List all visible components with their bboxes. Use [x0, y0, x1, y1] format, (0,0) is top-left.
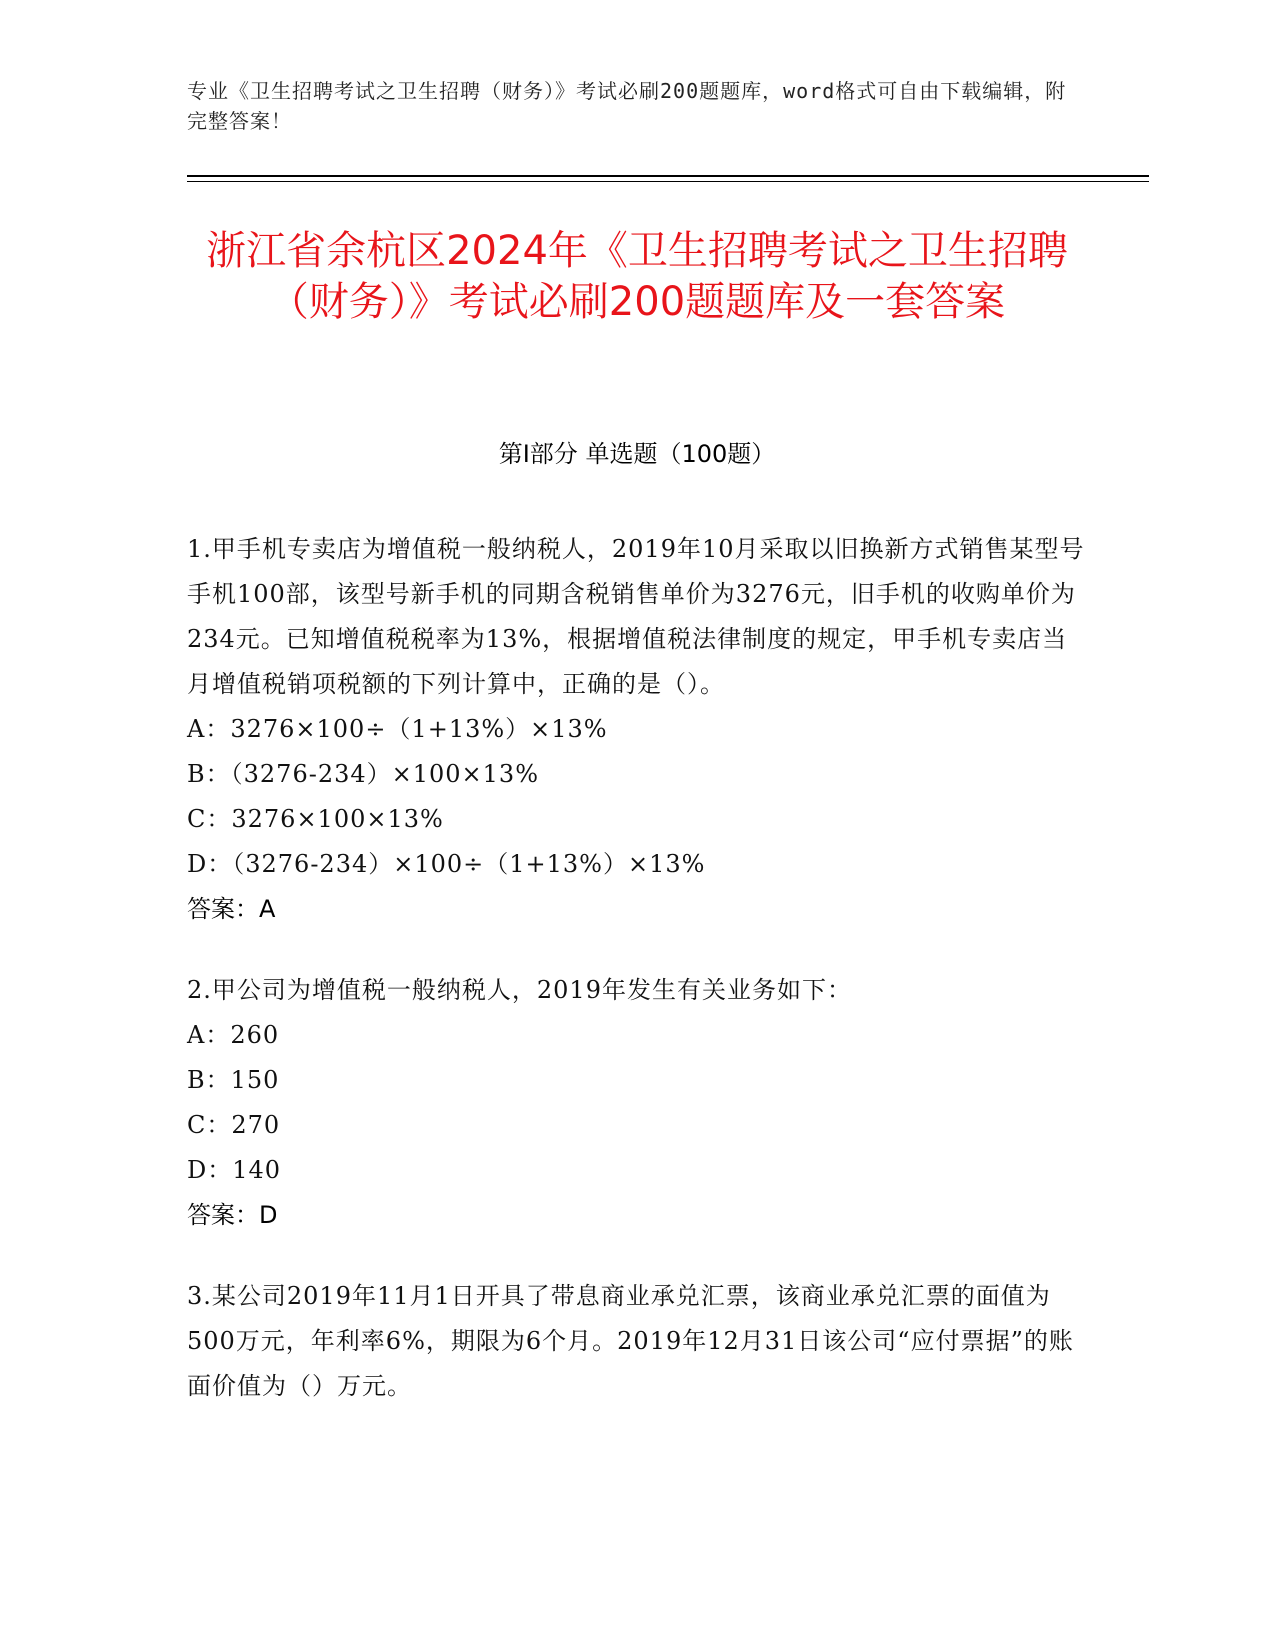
option-d: D：（3276-234）×100÷（1+13%）×13%	[187, 850, 706, 878]
question-3	[187, 1274, 1087, 1409]
question-2	[187, 968, 1087, 1238]
option-c: C：270	[187, 1111, 281, 1139]
option-b: B：150	[187, 1066, 280, 1094]
header-divider-thick	[187, 175, 1149, 177]
option-d: D：140	[187, 1156, 282, 1184]
question-stem: 1.甲手机专卖店为增值税一般纳税人，2019年10月采取以旧换新方式销售某型号手机100部，该型号新手机的同期含税销售单价为3276元，旧手机的收购单价为234元。已知增值税税率为13%，根据增值税法律制度的规定，甲手机专卖店当月增值税销项税额的下列计算中，正确的是（）。	[187, 535, 1085, 698]
answer-label: 答案：D	[187, 1201, 278, 1229]
option-a: A：260	[187, 1021, 280, 1049]
answer-label: 答案：A	[187, 895, 276, 923]
question-list	[187, 527, 1087, 1445]
question-1	[187, 527, 1087, 932]
section-title: 第I部分 单选题（100题）	[498, 440, 776, 468]
question-stem: 3.某公司2019年11月1日开具了带息商业承兑汇票，该商业承兑汇票的面值为500万元，年利率6%，期限为6个月。2019年12月31日该公司“应付票据”的账面价值为（）万元。	[187, 1282, 1074, 1400]
option-c: C：3276×100×13%	[187, 805, 444, 833]
header-divider-thin	[187, 181, 1149, 182]
option-b: B：（3276-234）×100×13%	[187, 760, 540, 788]
header-note: 专业《卫生招聘考试之卫生招聘（财务）》考试必刷200题题库，word格式可自由下载编辑，附完整答案！	[187, 79, 1067, 133]
question-stem: 2.甲公司为增值税一般纳税人，2019年发生有关业务如下：	[187, 976, 852, 1004]
document-title: 浙江省余杭区2024年《卫生招聘考试之卫生招聘（财务）》考试必刷200题题库及一套答案	[206, 228, 1068, 325]
option-a: A：3276×100÷（1+13%）×13%	[187, 715, 608, 743]
